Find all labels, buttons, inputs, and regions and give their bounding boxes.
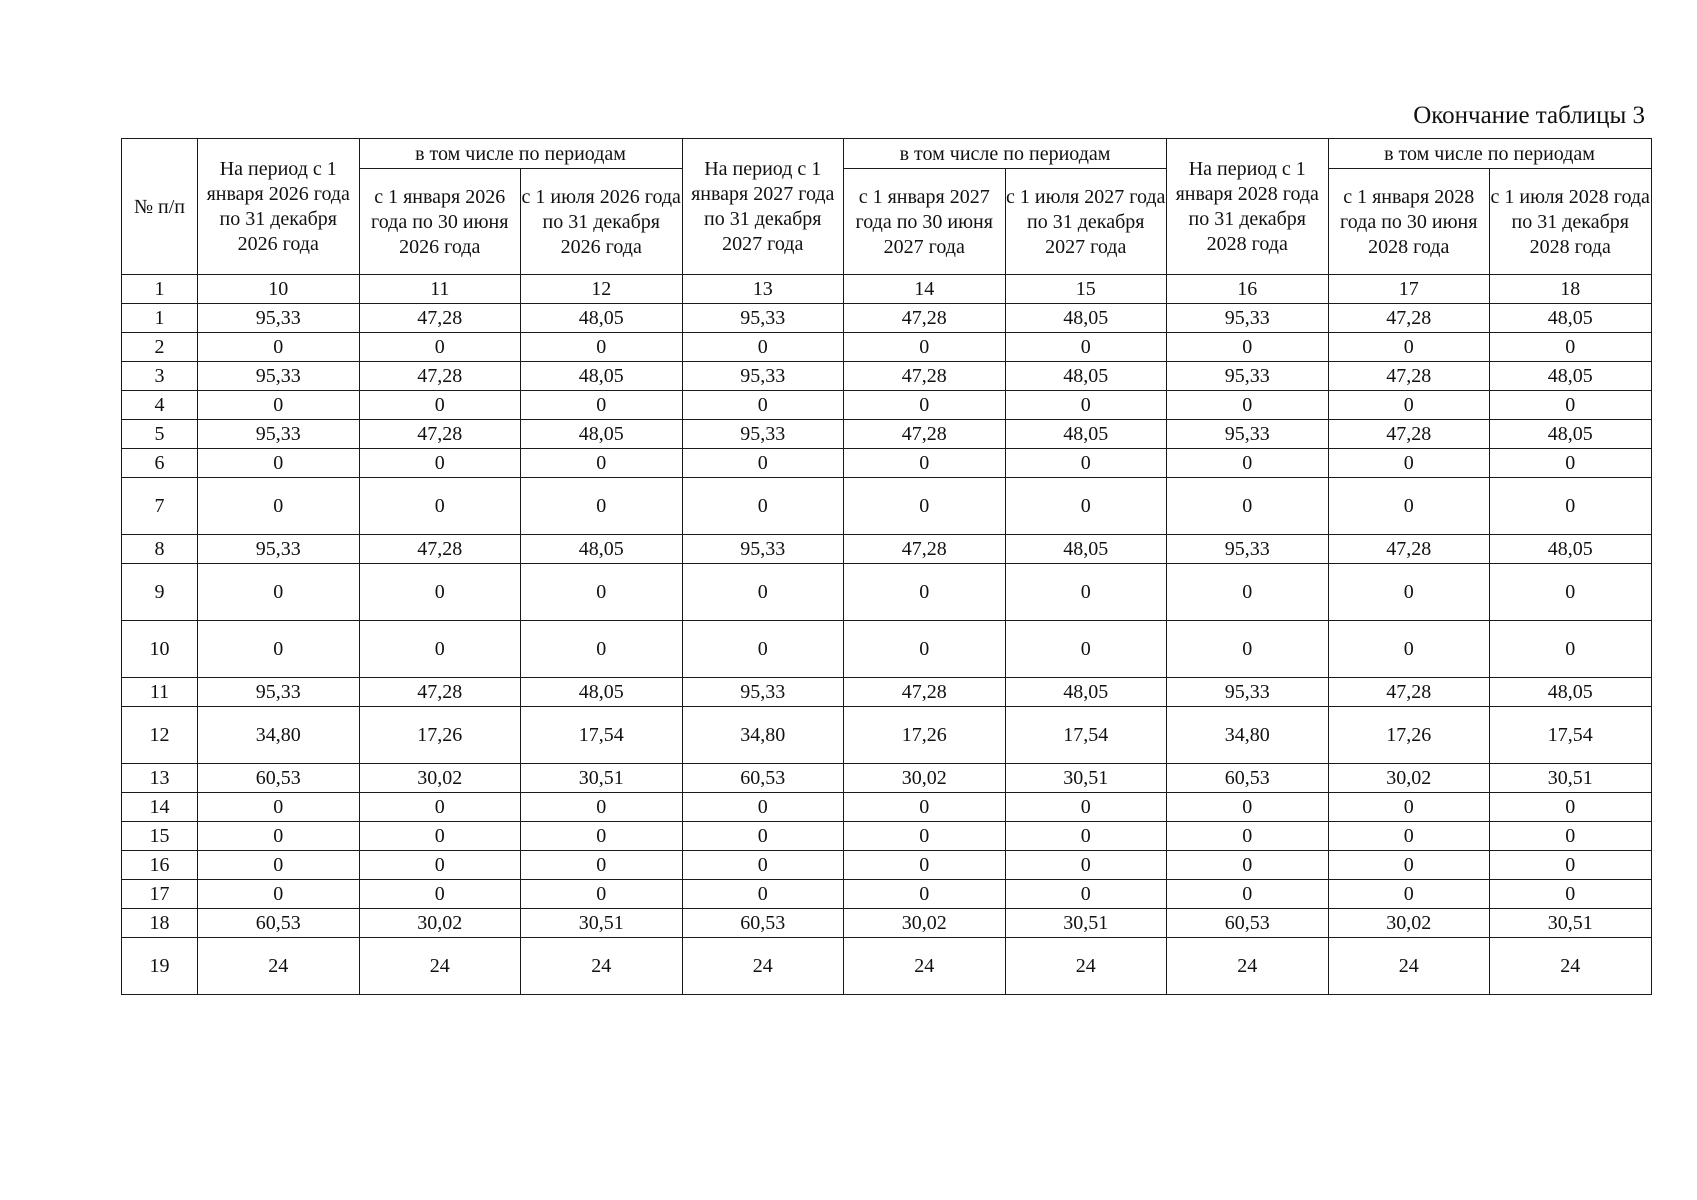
value-cell: 0 bbox=[682, 793, 844, 822]
value-cell: 0 bbox=[682, 851, 844, 880]
value-cell: 0 bbox=[521, 333, 683, 362]
value-cell: 47,28 bbox=[1328, 678, 1490, 707]
value-cell: 0 bbox=[682, 621, 844, 678]
value-cell: 0 bbox=[682, 449, 844, 478]
value-cell: 0 bbox=[682, 880, 844, 909]
header-row-groups bbox=[122, 139, 1652, 169]
value-cell: 47,28 bbox=[359, 535, 521, 564]
header-total-2026: На период с 1 января 2026 года по 31 декабря 2026 года bbox=[198, 139, 360, 275]
value-cell: 0 bbox=[521, 449, 683, 478]
value-cell: 0 bbox=[1167, 333, 1329, 362]
value-cell: 0 bbox=[198, 564, 360, 621]
value-cell: 0 bbox=[844, 822, 1006, 851]
value-cell: 0 bbox=[359, 621, 521, 678]
value-cell: 34,80 bbox=[682, 707, 844, 764]
table-caption: Окончание таблицы 3 bbox=[1413, 102, 1645, 129]
table-row bbox=[122, 564, 1652, 621]
value-cell: 0 bbox=[521, 621, 683, 678]
value-cell: 30,51 bbox=[521, 909, 683, 938]
row-number: 4 bbox=[122, 391, 198, 420]
table-row bbox=[122, 880, 1652, 909]
value-cell: 24 bbox=[1167, 938, 1329, 995]
value-cell: 47,28 bbox=[844, 535, 1006, 564]
value-cell: 0 bbox=[1005, 793, 1167, 822]
value-cell: 48,05 bbox=[1005, 304, 1167, 333]
value-cell: 30,51 bbox=[521, 764, 683, 793]
value-cell: 0 bbox=[359, 478, 521, 535]
table-row bbox=[122, 909, 1652, 938]
value-cell: 0 bbox=[359, 564, 521, 621]
table-row bbox=[122, 707, 1652, 764]
value-cell: 0 bbox=[1490, 478, 1652, 535]
value-cell: 48,05 bbox=[1005, 535, 1167, 564]
value-cell: 0 bbox=[198, 851, 360, 880]
value-cell: 0 bbox=[1490, 564, 1652, 621]
row-number: 7 bbox=[122, 478, 198, 535]
value-cell: 0 bbox=[198, 621, 360, 678]
value-cell: 0 bbox=[682, 391, 844, 420]
value-cell: 0 bbox=[359, 822, 521, 851]
value-cell: 0 bbox=[359, 851, 521, 880]
value-cell: 0 bbox=[1167, 621, 1329, 678]
value-cell: 47,28 bbox=[359, 362, 521, 391]
value-cell: 95,33 bbox=[682, 535, 844, 564]
row-number: 8 bbox=[122, 535, 198, 564]
value-cell: 60,53 bbox=[682, 764, 844, 793]
value-cell: 30,02 bbox=[1328, 909, 1490, 938]
value-cell: 30,02 bbox=[844, 909, 1006, 938]
row-number: 12 bbox=[122, 707, 198, 764]
column-number-row bbox=[122, 275, 1652, 304]
column-number: 14 bbox=[844, 275, 1006, 304]
table-row bbox=[122, 362, 1652, 391]
header-total-2027: На период с 1 января 2027 года по 31 декабря 2027 года bbox=[682, 139, 844, 275]
column-number: 10 bbox=[198, 275, 360, 304]
table-row bbox=[122, 333, 1652, 362]
value-cell: 0 bbox=[1328, 621, 1490, 678]
value-cell: 95,33 bbox=[198, 678, 360, 707]
value-cell: 48,05 bbox=[1490, 678, 1652, 707]
value-cell: 0 bbox=[1490, 449, 1652, 478]
value-cell: 30,02 bbox=[1328, 764, 1490, 793]
value-cell: 95,33 bbox=[1167, 362, 1329, 391]
value-cell: 0 bbox=[1490, 621, 1652, 678]
value-cell: 0 bbox=[844, 621, 1006, 678]
value-cell: 24 bbox=[1005, 938, 1167, 995]
value-cell: 0 bbox=[359, 333, 521, 362]
row-number: 6 bbox=[122, 449, 198, 478]
value-cell: 30,51 bbox=[1490, 909, 1652, 938]
row-number: 5 bbox=[122, 420, 198, 449]
value-cell: 48,05 bbox=[1005, 420, 1167, 449]
header-h2-2028: с 1 июля 2028 года по 31 декабря 2028 года bbox=[1490, 169, 1652, 275]
value-cell: 0 bbox=[521, 793, 683, 822]
value-cell: 24 bbox=[521, 938, 683, 995]
column-number: 12 bbox=[521, 275, 683, 304]
table-row bbox=[122, 535, 1652, 564]
header-h2-2027: с 1 июля 2027 года по 31 декабря 2027 года bbox=[1005, 169, 1167, 275]
value-cell: 0 bbox=[1490, 822, 1652, 851]
column-number: 13 bbox=[682, 275, 844, 304]
table-row bbox=[122, 478, 1652, 535]
value-cell: 0 bbox=[1328, 333, 1490, 362]
table-row bbox=[122, 938, 1652, 995]
header-number: № п/п bbox=[122, 139, 198, 275]
value-cell: 47,28 bbox=[844, 304, 1006, 333]
value-cell: 0 bbox=[1490, 880, 1652, 909]
value-cell: 30,51 bbox=[1490, 764, 1652, 793]
header-h1-2027: с 1 января 2027 года по 30 июня 2027 года bbox=[844, 169, 1006, 275]
value-cell: 60,53 bbox=[198, 909, 360, 938]
value-cell: 0 bbox=[521, 478, 683, 535]
value-cell: 34,80 bbox=[1167, 707, 1329, 764]
value-cell: 48,05 bbox=[521, 420, 683, 449]
value-cell: 17,54 bbox=[1490, 707, 1652, 764]
value-cell: 0 bbox=[1328, 564, 1490, 621]
row-number: 19 bbox=[122, 938, 198, 995]
value-cell: 95,33 bbox=[1167, 678, 1329, 707]
value-cell: 0 bbox=[844, 449, 1006, 478]
value-cell: 60,53 bbox=[198, 764, 360, 793]
value-cell: 0 bbox=[1167, 564, 1329, 621]
header-h1-2028: с 1 января 2028 года по 30 июня 2028 года bbox=[1328, 169, 1490, 275]
value-cell: 0 bbox=[844, 851, 1006, 880]
value-cell: 0 bbox=[1167, 880, 1329, 909]
value-cell: 0 bbox=[682, 822, 844, 851]
value-cell: 48,05 bbox=[1005, 678, 1167, 707]
value-cell: 95,33 bbox=[1167, 420, 1329, 449]
value-cell: 95,33 bbox=[682, 362, 844, 391]
value-cell: 47,28 bbox=[359, 420, 521, 449]
value-cell: 0 bbox=[1328, 851, 1490, 880]
value-cell: 0 bbox=[198, 478, 360, 535]
value-cell: 48,05 bbox=[521, 678, 683, 707]
value-cell: 0 bbox=[521, 822, 683, 851]
column-number: 18 bbox=[1490, 275, 1652, 304]
header-total-2028: На период с 1 января 2028 года по 31 декабря 2028 года bbox=[1167, 139, 1329, 275]
value-cell: 0 bbox=[1167, 851, 1329, 880]
value-cell: 24 bbox=[682, 938, 844, 995]
value-cell: 47,28 bbox=[844, 362, 1006, 391]
table-row bbox=[122, 822, 1652, 851]
value-cell: 30,02 bbox=[359, 764, 521, 793]
table-row bbox=[122, 304, 1652, 333]
value-cell: 95,33 bbox=[1167, 304, 1329, 333]
table-row bbox=[122, 420, 1652, 449]
value-cell: 95,33 bbox=[682, 420, 844, 449]
value-cell: 48,05 bbox=[521, 362, 683, 391]
value-cell: 0 bbox=[1005, 333, 1167, 362]
value-cell: 95,33 bbox=[682, 678, 844, 707]
value-cell: 95,33 bbox=[198, 420, 360, 449]
value-cell: 48,05 bbox=[1005, 362, 1167, 391]
value-cell: 30,02 bbox=[844, 764, 1006, 793]
row-number: 14 bbox=[122, 793, 198, 822]
row-number: 17 bbox=[122, 880, 198, 909]
row-number: 13 bbox=[122, 764, 198, 793]
value-cell: 0 bbox=[521, 391, 683, 420]
value-cell: 0 bbox=[1167, 793, 1329, 822]
value-cell: 0 bbox=[682, 564, 844, 621]
value-cell: 47,28 bbox=[1328, 420, 1490, 449]
data-table bbox=[121, 138, 1652, 995]
value-cell: 0 bbox=[844, 880, 1006, 909]
value-cell: 17,26 bbox=[844, 707, 1006, 764]
value-cell: 48,05 bbox=[521, 535, 683, 564]
value-cell: 0 bbox=[198, 333, 360, 362]
value-cell: 48,05 bbox=[1490, 362, 1652, 391]
value-cell: 0 bbox=[1328, 793, 1490, 822]
table-row bbox=[122, 449, 1652, 478]
value-cell: 0 bbox=[198, 391, 360, 420]
value-cell: 0 bbox=[1167, 449, 1329, 478]
row-number: 16 bbox=[122, 851, 198, 880]
value-cell: 48,05 bbox=[1490, 420, 1652, 449]
value-cell: 0 bbox=[1328, 822, 1490, 851]
value-cell: 17,26 bbox=[1328, 707, 1490, 764]
value-cell: 17,26 bbox=[359, 707, 521, 764]
value-cell: 47,28 bbox=[844, 678, 1006, 707]
table-header bbox=[122, 139, 1652, 304]
row-number: 3 bbox=[122, 362, 198, 391]
value-cell: 0 bbox=[521, 851, 683, 880]
header-h2-2026: с 1 июля 2026 года по 31 декабря 2026 года bbox=[521, 169, 683, 275]
row-number: 1 bbox=[122, 304, 198, 333]
value-cell: 0 bbox=[1167, 478, 1329, 535]
column-number: 17 bbox=[1328, 275, 1490, 304]
value-cell: 17,54 bbox=[1005, 707, 1167, 764]
value-cell: 0 bbox=[682, 478, 844, 535]
value-cell: 47,28 bbox=[359, 678, 521, 707]
value-cell: 0 bbox=[844, 793, 1006, 822]
value-cell: 48,05 bbox=[1490, 304, 1652, 333]
value-cell: 0 bbox=[1490, 391, 1652, 420]
value-cell: 0 bbox=[1328, 449, 1490, 478]
value-cell: 0 bbox=[844, 333, 1006, 362]
value-cell: 0 bbox=[198, 822, 360, 851]
value-cell: 0 bbox=[1490, 333, 1652, 362]
value-cell: 0 bbox=[844, 564, 1006, 621]
table-row bbox=[122, 793, 1652, 822]
value-cell: 47,28 bbox=[1328, 535, 1490, 564]
header-incl-2026: в том числе по периодам bbox=[359, 139, 682, 169]
value-cell: 0 bbox=[521, 564, 683, 621]
value-cell: 0 bbox=[1167, 822, 1329, 851]
value-cell: 0 bbox=[1490, 793, 1652, 822]
value-cell: 0 bbox=[198, 449, 360, 478]
value-cell: 0 bbox=[844, 478, 1006, 535]
row-number: 15 bbox=[122, 822, 198, 851]
value-cell: 95,33 bbox=[198, 304, 360, 333]
column-number: 1 bbox=[122, 275, 198, 304]
column-number: 15 bbox=[1005, 275, 1167, 304]
row-number: 9 bbox=[122, 564, 198, 621]
table-row bbox=[122, 678, 1652, 707]
value-cell: 30,51 bbox=[1005, 909, 1167, 938]
value-cell: 0 bbox=[1005, 478, 1167, 535]
table-body bbox=[122, 304, 1652, 995]
value-cell: 47,28 bbox=[1328, 362, 1490, 391]
value-cell: 0 bbox=[359, 449, 521, 478]
value-cell: 0 bbox=[1328, 880, 1490, 909]
value-cell: 0 bbox=[1005, 822, 1167, 851]
header-incl-2027: в том числе по периодам bbox=[844, 139, 1167, 169]
value-cell: 24 bbox=[1490, 938, 1652, 995]
value-cell: 24 bbox=[1328, 938, 1490, 995]
value-cell: 0 bbox=[682, 333, 844, 362]
value-cell: 48,05 bbox=[1490, 535, 1652, 564]
value-cell: 47,28 bbox=[359, 304, 521, 333]
value-cell: 0 bbox=[521, 880, 683, 909]
value-cell: 95,33 bbox=[1167, 535, 1329, 564]
row-number: 18 bbox=[122, 909, 198, 938]
row-number: 11 bbox=[122, 678, 198, 707]
value-cell: 24 bbox=[844, 938, 1006, 995]
value-cell: 60,53 bbox=[1167, 764, 1329, 793]
value-cell: 0 bbox=[198, 793, 360, 822]
value-cell: 60,53 bbox=[682, 909, 844, 938]
value-cell: 0 bbox=[1490, 851, 1652, 880]
value-cell: 17,54 bbox=[521, 707, 683, 764]
value-cell: 95,33 bbox=[198, 535, 360, 564]
header-h1-2026: с 1 января 2026 года по 30 июня 2026 года bbox=[359, 169, 521, 275]
value-cell: 95,33 bbox=[198, 362, 360, 391]
value-cell: 0 bbox=[1328, 391, 1490, 420]
value-cell: 0 bbox=[1005, 880, 1167, 909]
value-cell: 24 bbox=[359, 938, 521, 995]
column-number: 16 bbox=[1167, 275, 1329, 304]
value-cell: 0 bbox=[1005, 449, 1167, 478]
value-cell: 30,02 bbox=[359, 909, 521, 938]
value-cell: 0 bbox=[198, 880, 360, 909]
table-row bbox=[122, 851, 1652, 880]
value-cell: 0 bbox=[1005, 391, 1167, 420]
table-row bbox=[122, 621, 1652, 678]
value-cell: 95,33 bbox=[682, 304, 844, 333]
value-cell: 47,28 bbox=[844, 420, 1006, 449]
row-number: 2 bbox=[122, 333, 198, 362]
value-cell: 0 bbox=[1005, 564, 1167, 621]
table-row bbox=[122, 764, 1652, 793]
value-cell: 0 bbox=[359, 391, 521, 420]
value-cell: 0 bbox=[359, 880, 521, 909]
value-cell: 24 bbox=[198, 938, 360, 995]
value-cell: 0 bbox=[1005, 851, 1167, 880]
header-incl-2028: в том числе по периодам bbox=[1328, 139, 1651, 169]
value-cell: 0 bbox=[1167, 391, 1329, 420]
value-cell: 0 bbox=[1328, 478, 1490, 535]
value-cell: 48,05 bbox=[521, 304, 683, 333]
column-number: 11 bbox=[359, 275, 521, 304]
value-cell: 47,28 bbox=[1328, 304, 1490, 333]
value-cell: 0 bbox=[1005, 621, 1167, 678]
table-row bbox=[122, 391, 1652, 420]
row-number: 10 bbox=[122, 621, 198, 678]
value-cell: 34,80 bbox=[198, 707, 360, 764]
value-cell: 60,53 bbox=[1167, 909, 1329, 938]
value-cell: 30,51 bbox=[1005, 764, 1167, 793]
value-cell: 0 bbox=[359, 793, 521, 822]
value-cell: 0 bbox=[844, 391, 1006, 420]
